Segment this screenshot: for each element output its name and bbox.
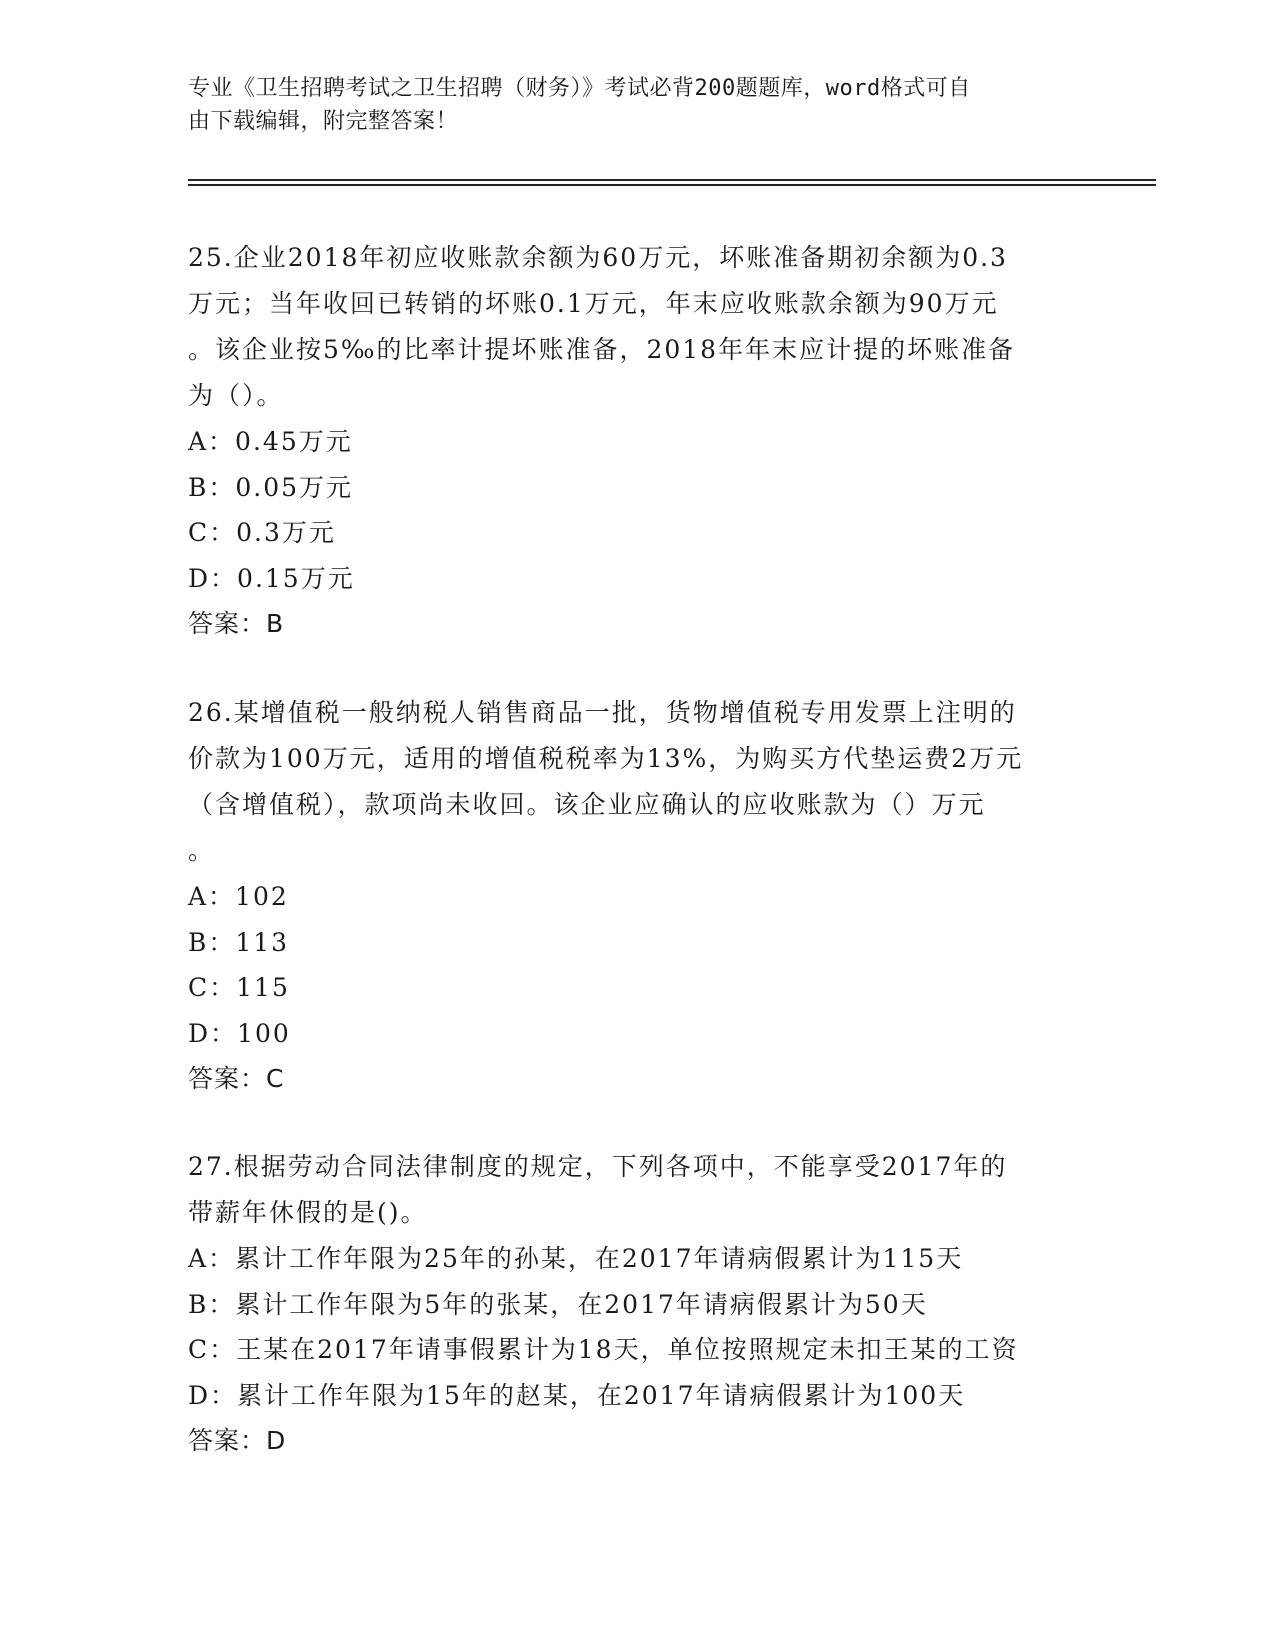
- option-c: C：115: [188, 973, 290, 1002]
- option-d: D：0.15万元: [188, 563, 355, 593]
- option-b: B：累计工作年限为5年的张某，在2017年请病假累计为50天: [188, 1289, 928, 1319]
- header-line-1: 专业《卫生招聘考试之卫生招聘（财务）》考试必背200题题库，word格式可自: [188, 76, 971, 101]
- answer-label: 答案：C: [188, 1064, 285, 1093]
- question-stem-line: 27.根据劳动合同法律制度的规定，下列各项中，不能享受2017年的: [188, 1152, 1008, 1181]
- option-c: C：0.3万元: [188, 518, 336, 547]
- option-b: B：113: [188, 927, 290, 957]
- question-stem-line: 。该企业按5‰的比率计提坏账准备，2018年年末应计提的坏账准备: [188, 335, 1016, 364]
- header-divider-bottom: [188, 184, 1156, 186]
- question-stem-line: 26.某增值税一般纳税人销售商品一批，货物增值税专用发票上注明的: [188, 698, 1017, 727]
- question-25: [188, 235, 1088, 647]
- answer-label: 答案：B: [188, 609, 285, 638]
- option-a: A：0.45万元: [188, 427, 353, 456]
- header-divider-top: [188, 179, 1156, 181]
- option-d: D：累计工作年限为15年的赵某，在2017年请病假累计为100天: [188, 1380, 966, 1410]
- question-stem-line: 带薪年休假的是()。: [188, 1198, 428, 1227]
- option-d: D：100: [188, 1018, 291, 1048]
- question-stem-line: 为（）。: [188, 381, 284, 410]
- option-b: B：0.05万元: [188, 472, 354, 502]
- question-26: [188, 690, 1088, 1102]
- question-27: [188, 1144, 1088, 1464]
- question-stem-line: 25.企业2018年初应收账款余额为60万元，坏账准备期初余额为0.3: [188, 243, 1008, 272]
- question-stem-line: 。: [188, 836, 216, 865]
- option-a: A：102: [188, 882, 289, 911]
- header-line-2: 由下载编辑，附完整答案！: [188, 109, 459, 134]
- option-a: A：累计工作年限为25年的孙某，在2017年请病假累计为115天: [188, 1244, 964, 1273]
- option-c: C：王某在2017年请事假累计为18天，单位按照规定未扣王某的工资: [188, 1335, 1019, 1364]
- question-stem-line: 价款为100万元，适用的增值税税率为13%，为购买方代垫运费2万元: [188, 744, 1024, 773]
- question-stem-line: （含增值税），款项尚未收回。该企业应确认的应收账款为（）万元: [188, 790, 986, 819]
- answer-label: 答案：D: [188, 1426, 287, 1455]
- document-header: [188, 72, 1068, 138]
- question-stem-line: 万元；当年收回已转销的坏账0.1万元，年末应收账款余额为90万元: [188, 289, 999, 318]
